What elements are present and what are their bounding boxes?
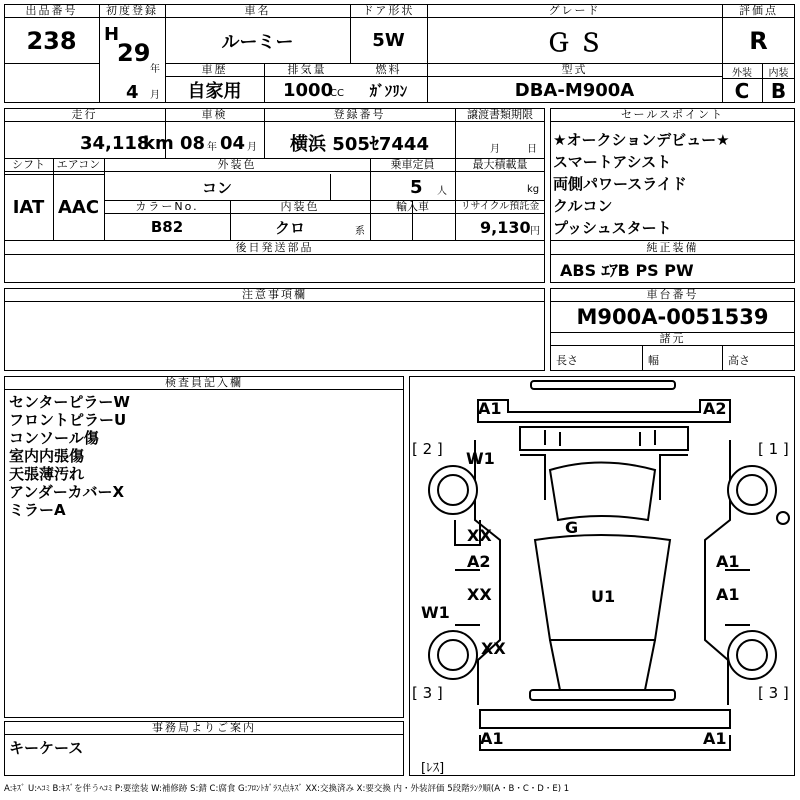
sales-point: 両側パワースライド	[553, 175, 687, 193]
load-label: 最大積載量	[455, 158, 545, 172]
grade: Ｇ Ｓ	[546, 29, 603, 57]
chassis-number: M900A-0051539	[576, 305, 769, 329]
lot-label: 出品番号	[4, 4, 99, 18]
mirror-icon	[777, 512, 789, 524]
transfer-label: 譲渡書類期限	[455, 108, 545, 122]
sales-point: スマートアシスト	[553, 153, 672, 171]
interior-color-unit: 系	[355, 225, 365, 237]
history: 自家用	[187, 81, 242, 102]
office-text: キーケース	[9, 739, 84, 757]
grille-shape	[545, 430, 655, 446]
inspector-note: コンソール傷	[9, 429, 99, 447]
corner-tag: [ 3 ]	[412, 684, 443, 702]
score-label: 評価点	[722, 4, 795, 18]
color-no: B82	[150, 218, 184, 236]
inspector-note: 天張薄汚れ	[9, 465, 85, 483]
sales-points-label: セールスポイント	[550, 108, 795, 122]
inspector-note: ミラーA	[9, 501, 66, 519]
mark: A1	[716, 585, 740, 604]
mark: U1	[591, 587, 616, 606]
car-name: ルーミー	[221, 31, 294, 53]
model-label: 型式	[427, 63, 722, 77]
capacity-unit: 人	[437, 185, 447, 197]
fuel-label: 燃料	[350, 63, 427, 77]
km-unit: km	[143, 132, 174, 154]
inspection-year-unit: 年	[207, 141, 217, 153]
era: H	[104, 23, 120, 45]
grade-label: グレード	[427, 4, 722, 18]
inspection-month: 04	[220, 132, 246, 154]
corner-tag: [ 2 ]	[412, 440, 443, 458]
int-label: 内装	[768, 67, 789, 79]
mileage-label: 走行	[4, 108, 165, 122]
lot-number: 238	[26, 26, 77, 55]
recycle-label: リサイクル預託金	[455, 200, 545, 214]
rear-bottom-shape	[480, 735, 730, 750]
ac-label: エアコン	[53, 158, 104, 172]
car-damage-diagram	[409, 376, 795, 776]
cc-unit: CC	[330, 87, 344, 99]
mark: G	[565, 518, 579, 537]
score: R	[749, 26, 768, 55]
mark: XX	[467, 526, 492, 545]
door-label: ドア形状	[350, 4, 427, 18]
recycle-fee: 9,130	[480, 217, 531, 237]
shift-label: シフト	[4, 158, 53, 172]
sales-point: プッシュスタート	[553, 219, 672, 237]
history-label: 車歴	[165, 63, 264, 77]
caution-label: 注意事項欄	[4, 288, 545, 302]
transfer-month: 月	[490, 143, 500, 155]
inspector-notes	[9, 393, 130, 519]
transfer-day: 日	[527, 143, 537, 155]
first-reg-month: 4	[126, 81, 139, 103]
inspection-label: 車検	[165, 108, 264, 122]
recycle-unit: 円	[530, 225, 540, 237]
rear-gate-shape	[530, 690, 675, 700]
inspection-month-unit: 月	[247, 141, 257, 153]
rear-bumper-shape	[480, 710, 730, 728]
right-rear-hub-icon	[737, 640, 767, 670]
mark: A1	[478, 399, 502, 418]
reg-number: 横浜 505ｾ7444	[290, 134, 429, 155]
width-label: 幅	[648, 354, 659, 367]
car-name-label: 車名	[165, 4, 350, 18]
capacity-label: 乗車定員	[370, 158, 455, 172]
left-rear-hub-icon	[438, 640, 468, 670]
month-unit: 月	[150, 89, 160, 101]
year-unit: 年	[150, 63, 160, 75]
front-bumper-top-shape	[531, 381, 675, 389]
mark: A1	[716, 552, 740, 571]
ac: AAC	[57, 197, 100, 218]
color-no-label: カラーNo.	[104, 200, 230, 214]
load-unit: kg	[527, 183, 540, 195]
height-label: 高さ	[728, 354, 750, 367]
interior-color-label: 内装色	[230, 200, 370, 214]
first-reg-label: 初度登録	[99, 4, 165, 18]
corner-tag: [ﾚｽ]	[421, 761, 445, 776]
mark: XX	[481, 639, 506, 658]
mark: W1	[466, 449, 495, 468]
ext-label: 外装	[732, 67, 752, 79]
inspection-year: 08	[180, 132, 206, 154]
front-bumper-shape	[478, 400, 730, 422]
length-label: 長さ	[556, 354, 578, 367]
inspector-note: センターピラーW	[9, 393, 130, 411]
shift: IAT	[12, 197, 45, 218]
equipment: ABS ｴｱB PS PW	[560, 260, 694, 280]
fuel: ｶﾞｿﾘﾝ	[369, 81, 408, 100]
corner-tag: [ 3 ]	[758, 684, 789, 702]
left-front-hub-icon	[438, 475, 468, 505]
corner-tag: [ 1 ]	[758, 440, 789, 458]
equip-label: 純正装備	[550, 241, 795, 255]
inspector-note: アンダーカバーX	[9, 483, 125, 501]
left-side-shape	[475, 440, 500, 705]
mark: A1	[703, 729, 727, 748]
parts-label: 後日発送部品	[4, 241, 545, 255]
capacity: 5	[410, 176, 423, 198]
ext-score: C	[734, 79, 750, 103]
inspector-note: 室内内張傷	[9, 447, 85, 465]
model-code: DBA-M900A	[514, 79, 635, 101]
rear-glass-shape	[550, 640, 655, 690]
mileage: 34,118	[80, 132, 150, 154]
interior-color: クロ	[274, 218, 305, 237]
reg-label: 登録番号	[264, 108, 455, 122]
office-label: 事務局よりご案内	[4, 721, 404, 735]
legend: A:ｷｽﾞ U:ﾍｺﾐ B:ｷｽﾞを伴うﾍｺﾐ P:要塗装 W:補修跡 S:錆 C:腐食 G:ﾌﾛﾝﾄｶﾞﾗｽ点ｷｽﾞ XX:交換済み X:要交換 内・外装評価 5段階ﾗﾝｸ順(A・B・C・D・E) 1	[4, 784, 570, 794]
chassis-label: 車台番号	[550, 288, 795, 302]
import-label: 輸入車	[370, 200, 455, 214]
inspector-label: 検査員記入欄	[4, 376, 404, 390]
sales-point: クルコン	[553, 197, 613, 215]
right-front-hub-icon	[737, 475, 767, 505]
mark: XX	[467, 585, 492, 604]
displacement-label: 排気量	[264, 63, 350, 77]
door-type: 5W	[372, 30, 405, 51]
mark: A2	[467, 552, 491, 571]
exterior-color: コン	[201, 178, 232, 197]
color-label: 外装色	[104, 158, 370, 172]
int-score: B	[770, 79, 787, 103]
mark: W1	[421, 603, 450, 622]
inspector-note: フロントピラーU	[9, 411, 127, 429]
spec-label: 諸元	[550, 332, 795, 346]
displacement: 1000	[283, 79, 334, 101]
sales-point: ★オークションデビュー★	[553, 131, 730, 149]
mark: A1	[480, 729, 504, 748]
mark: A2	[703, 399, 727, 418]
right-side-shape	[705, 440, 730, 705]
first-reg-year: 29	[117, 39, 151, 67]
windshield-shape	[550, 463, 655, 521]
